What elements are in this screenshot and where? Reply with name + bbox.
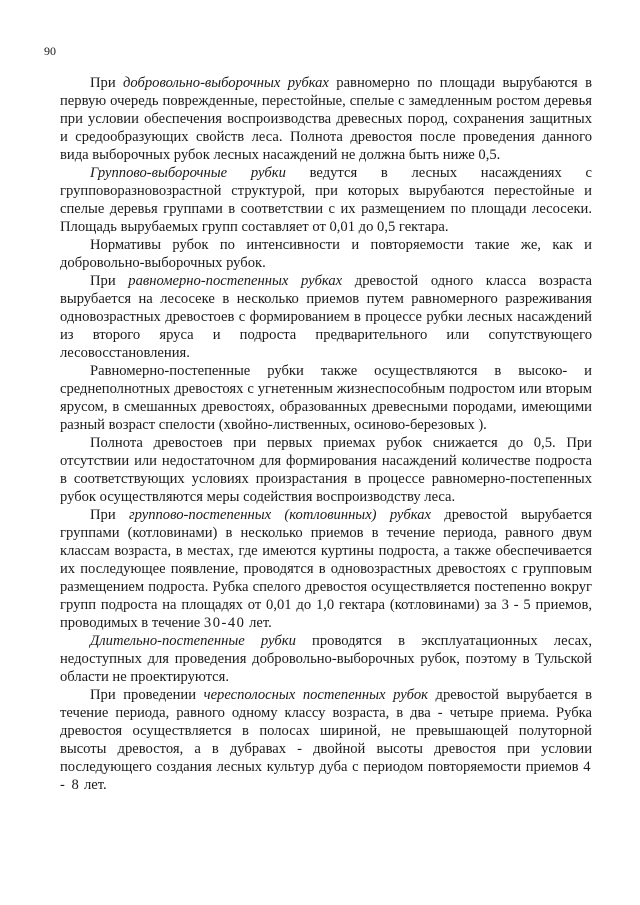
paragraph [60,236,592,272]
paragraph-text: древостой одного класса возраста вырубается на лесосеке в несколько приемов путем равномерного разреживания одновозрастных древостоев с формированием в процессе рубки лесных насаждений из второго яруса и подроста предварительного или сопутствующего лесовосстановления. [60,273,593,361]
paragraph-text: Равномерно-постепенные рубки также осуществляются в высоко- и среднеполнотных древостоях с угнетенным жизнеспособным подростом или вторым ярусом, в смешанных древостоях, образованных древесными породами, имеющими разный возраст спелости (хвойно-лиственных, осиново-березовых ). [60,363,592,433]
italic-term: чересполосных постепенных рубок [203,687,428,703]
page-body [60,74,592,794]
paragraph-text: При проведении [90,687,204,703]
italic-term: добровольно-выборочных рубках [123,75,329,91]
paragraph-text: При [90,273,129,289]
paragraph-text: 30-40 [203,615,246,631]
paragraph-text: При [90,507,129,523]
page-number: 90 [44,44,56,58]
paragraph-text: 4 - 8 [60,759,592,793]
paragraph [60,506,592,632]
paragraph-text: Полнота древостоев при первых приемах рубок снижается до 0,5. При отсутствии или недостаточном для формирования насаждений количестве подроста в соответствующих условиях произрастания в процессе равномерно-постепенных рубок осуществляются меры содействия воспроизводству леса. [60,435,592,505]
italic-term: Длительно-постепенные рубки [90,633,296,649]
italic-term: равномерно-постепенных рубках [128,273,343,289]
paragraph-text: равномерно по площади вырубаются в первую очередь поврежденные, перестойные, спелые с замедленным ростом деревья при условии обеспечения воспроизводства древесных пород, сохранения защитных и средообразующих свойств леса. Полнота древостоя после проведения данного вида выборочных рубок лесных насаждений не должна быть ниже 0,5. [60,75,592,163]
paragraph-text: лет. [245,615,272,631]
italic-term: Группово-выборочные рубки [90,165,286,181]
paragraph-text: проводятся в эксплуатационных лесах, недоступных для проведения добровольно-выборочных рубок, поэтому в Тульской области не проектируются. [60,633,592,685]
paragraph-text: лет. [80,777,107,793]
italic-term: группово-постепенных (котловинных) рубках [128,507,431,523]
paragraph-text: ведутся в лесных насаждениях с групповоразновозрастной структурой, при которых вырубаются перестойные и спелые деревья группами в соответствии с их размещением по площади лесосеки. Площадь вырубаемых групп составляет от 0,01 до 0,5 гектара. [60,165,592,235]
paragraph [60,272,592,362]
paragraph [60,164,592,236]
paragraph-text: древостой вырубается в течение периода, равного одному классу возраста, в два - четыре приема. Рубка древостоя осуществляется в полосах шириной, не превышающей полуторной высоты древостоя, а в дубравах - двойной высоты древостоя при условии последующего создания лесных культур дуба с периодом повторяемости приемов [60,687,592,775]
paragraph [60,74,592,164]
paragraph [60,632,592,686]
paragraph [60,362,592,434]
paragraph-text: При [90,75,124,91]
paragraph-text: древостой вырубается группами (котловинами) в несколько приемов в течение периода, равного двум классам возраста, в местах, где имеются куртины подроста, а также обеспечивается их последующее появление, проводятся в одновозрастных древостоях с групповым размещением подроста. Рубка спелого древостоя осуществляется постепенно вокруг групп подроста на площадях от 0,01 до 1,0 гектара (котловинами) за 3 - 5 приемов, проводимых в течение [60,507,593,631]
paragraph-text: Нормативы рубок по интенсивности и повторяемости такие же, как и добровольно-выборочных рубок. [60,237,592,271]
paragraph [60,434,592,506]
paragraph [60,686,592,794]
